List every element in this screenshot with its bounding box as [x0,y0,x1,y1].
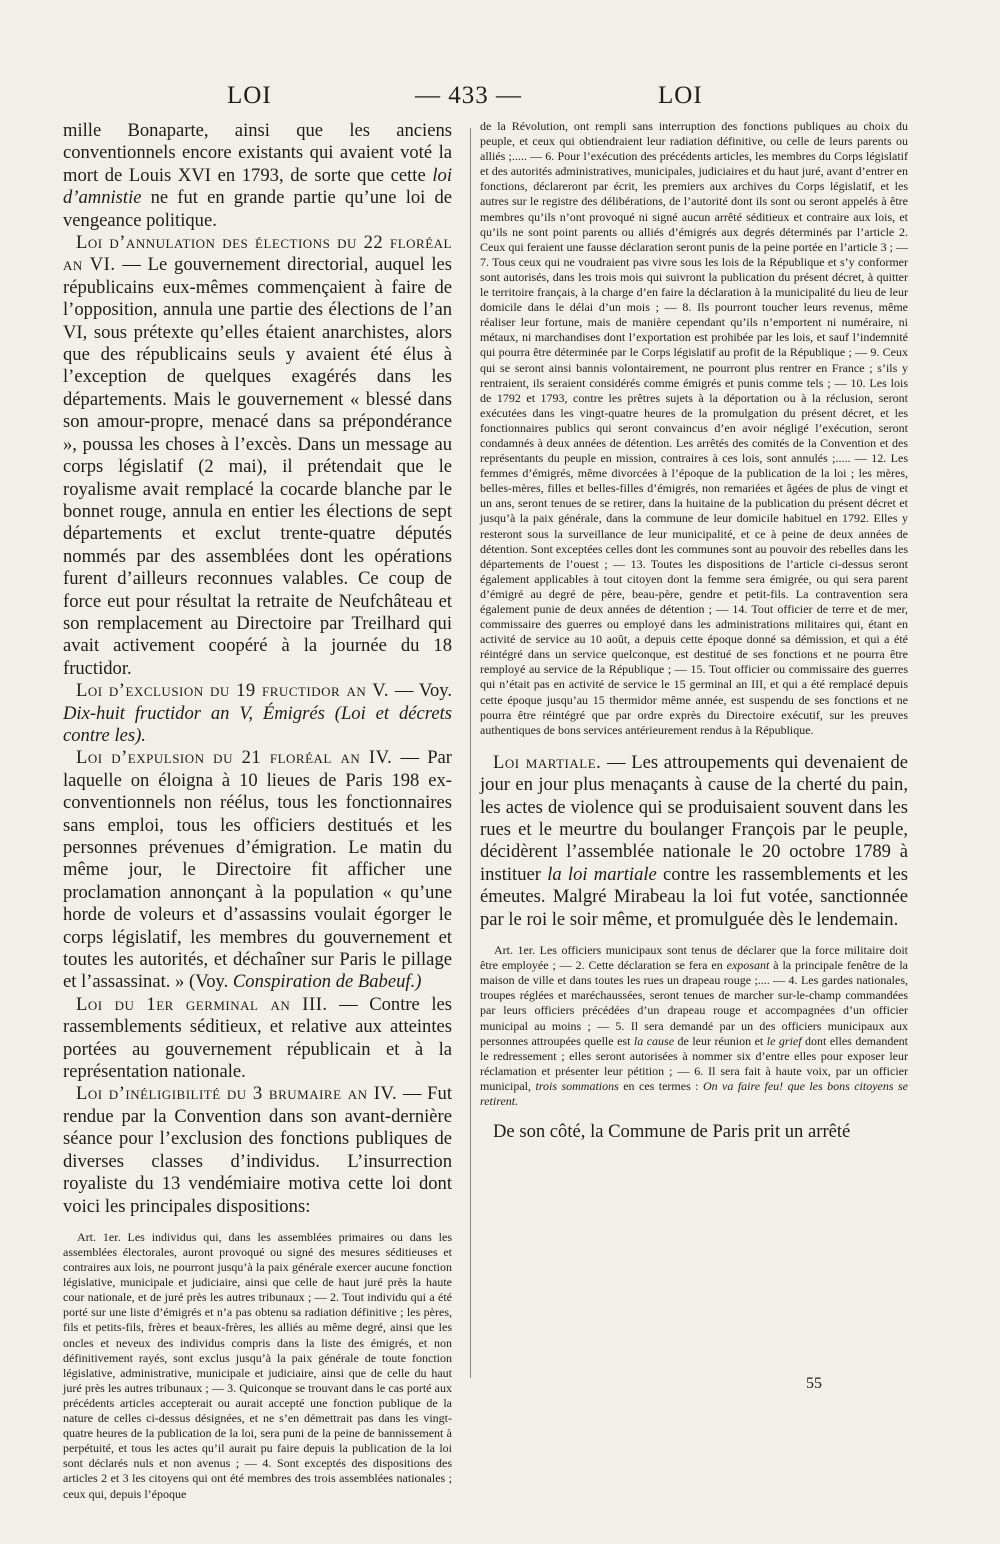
entry-heading: Loi d’inéligibilité du 3 brumaire an IV. [76,1083,398,1105]
text: à la principale fenêtre de la maison de ville et dans toutes les rues un drapeau rouge ;.... — 4. Les gardes nationales, troupes réglées et maréchaussées, seront tenues de marcher sur-le-champ commandées par leurs officiers précédées d’un drapeau rouge et accompagnées d’un officier municipal au moins ; — 5. Il sera demandé par un des officiers municipaux aux personnes attroupées quelle est [480,958,908,1048]
text: de leur réunion et [674,1033,767,1048]
text: Art. 1er. Les officiers municipaux sont tenus de déclarer que la force militaire doit être employée ; — 2. Cette déclaration se fera en [480,943,908,973]
text: — Par laquelle on éloigna à 10 lieues de Paris 198 ex-conventionnels non réélus, tous les fonctionnaires sans emploi, tous les officiers destitués et les personnes prévenues d’émigration. Le matin du même jour, le Directoire fit afficher une proclamation annonçant à la population « qu’une horde de voleurs et d’assassins voulait égorger le corps législatif, les membres du gouvernement et toutes les autorités, et déchaîner sur Paris le pillage et l’assassinat. » (Voy. [63,747,452,993]
paragraph-ineligibilite [63,1083,452,1217]
entry-heading: Loi martiale. [493,751,602,773]
text: contre les rassemblements et les émeutes. Malgré Mirabeau la loi fut votée, sanctionnée par le roi le soir même, et promulguée dès le lendemain. [480,863,908,930]
entry-heading: Loi d’exclusion du 19 fructidor an V. [76,680,389,702]
italic-text: la loi martiale [547,863,657,885]
text: ne fut en grande partie qu’une loi de vengeance politique. [63,187,452,231]
text: en ces termes : [618,1078,703,1093]
text: — Le gouvernement directorial, auquel les républicains eux-mêmes commençaient à faire de l’opposition, annula une partie des élections de l’an VI, sous prétexte qu’elles étaient anarchistes, alors que des républicains seuls y avaient été élus à l’exception de quelques exagérés dans les départements. Mais le gouvernement « blessé dans son amour-propre, menacé dans sa prépondérance », poussa les choses à l’excès. Dans un message au corps législatif (2 mai), il prétendait que le royalisme avait remplacé la cocarde blanche par le bonnet rouge, annula en entier les élections de sept départements et exclut trente-quatre députés nommés par des assemblées dont les opérations furent d’ailleurs reconnues valables. Ce coup de force eut pour résultat la retraite de Neufchâteau et son remplacement au Directoire par Treilhard qui avait activement coopéré à la journée du 18 fructidor. [63,254,452,679]
right-column [480,119,908,1144]
article-excerpt-martiale [480,943,908,1109]
article-continuation: de la Révolution, ont rempli sans interruption des fonctions publiques au choix du peuple, et ceux qui obtiendraient leur radiation définitive, ou celle de leurs parents ou alliés ;..... — 6. Pour l’exécution des précédents articles, les membres du Corps législatif et des autorités administratives, municipales, judiciaires et du haut juré, avant d’entrer en fonctions, déclareront par écrit, les premiers aux archives du Corps législatif, et les autres sur le registre des délibérations, de l’autorité dont ils sont ou seront appelés à être membres qu’ils n’ont provoqué ni signé aucun arrêté séditieux et contraire aux lois, et qu’ils ne sont point parents ou alliés d’émigrés aux degrés déterminés par l’article 2. Ceux qui feraient une fausse déclaration seront punis de la peine portée en l’article 3 ; — 7. Tous ceux qui ne voudraient pas vivre sous les lois de la République et s’y conformer sont autorisés, dans les trois mois qui suivront la publication du présent décret, à quitter le territoire français, à la charge d’en faire la déclaration à la municipalité du lieu de leur domicile dans le délai d’un mois ; — 8. Ils pourront toucher leurs revenus, même réaliser leur fortune, mais de manière cependant qu’ils n’emportent ni numéraire, ni métaux, ni marchandises dont l’exportation est prohibée par les lois, et sauf l’indemnité qui pourra être déterminée par le Corps législatif au profit de la République ; — 9. Ceux qui se seront ainsi bannis volontairement, ne pourront plus rentrer en France ; s’ils y rentraient, ils seraient considérés comme émigrés et punis comme tels ; — 10. Les lois de 1792 et 1793, contre les prêtres sujets à la déportation ou à la réclusion, seront exécutées dans les vingt-quatre heures de la promulgation du présent décret, et les fonctionnaires publics qui seront convaincus d’en avoir négligé l’exécution, seront condamnés à deux années de détention. Les arrêtés des comités de la Convention et des représentants du peuple en mission, contraires à ces lois, sont annulés ;..... — 12. Les femmes d’émigrés, même divorcées à l’époque de la publication de la loi ; les mères, belles-mères, filles et belles-filles d’émigrés, non remariées et âgées de plus de vingt et un ans, seront tenues de se retirer, dans la huitaine de la publication du présent décret et jusqu’à la paix générale, dans la commune de leur domicile habituel en 1792. Elles y resteront sous la surveillance de leur municipalité, et ce à peine de deux années de détention. Sont exceptées celles dont les communes sont au pouvoir des rebelles dans les départements de l’ouest ; — 13. Toutes les dispositions de l’article ci-dessus seront également applicables à tout citoyen dont la femme sera émigrée, ou qui sera parent d’émigré au degré de père, beau-père, gendre et petit-fils. La contravention sera également punie de deux années de détention ; — 14. Tout officier de terre et de mer, commissaire des guerres ou employé dans les administrations militaires qui, étant en activité de service au 10 août, a depuis cette époque donné sa démission, et qui a été réintégré dans un service quelconque, est destitué de ses fonctions et ne pourra être remployé au service de la République ; — 15. Tout officier ou commissaire des guerres qui n’était pas en activité de service le 15 germinal an III, et qui a été remplacé depuis cette époque jusqu’au 15 thermidor même année, est suspendu de ses fonctions et ne pourra être réintégré que par ordre exprès du Directoire exécutif, sur les preuves authentiques de bons services antérieurement rendus à la République. [480,119,908,737]
italic-text: le grief [766,1033,802,1048]
running-head-right: LOI [658,82,703,109]
running-head-left: LOI [227,82,272,109]
text: — Fut rendue par la Convention dans son avant-dernière séance pour l’exclusion des fonctions publiques de diverses classes d’individus. L’insurrection royaliste du 13 vendémiaire motiva cette loi dont voici les principales dispositions: [63,1083,452,1217]
italic-text: la cause [633,1033,675,1048]
italic-text: On va faire feu! que les bons citoyens se retirent. [480,1078,908,1109]
signature-mark: 55 [806,1375,822,1392]
italic-text: trois sommations [535,1078,619,1093]
text: — Contre les rassemblements séditieux, et relative aux atteintes portées au gouvernement républicain et à la représentation nationale. [63,993,453,1083]
page-number: — 433 — [415,82,522,109]
italic-text: exposant [726,958,770,973]
italic-text: loi d’amnistie [63,164,452,209]
paragraph-commune: De son côté, la Commune de Paris prit un arrêté [493,1121,851,1143]
paragraph-expulsion [63,747,452,993]
paragraph-exclusion [63,680,452,747]
column-divider [470,128,471,1378]
italic-text: Conspiration de Babeuf.) [232,971,422,993]
paragraph-loi-martiale [480,752,908,931]
text: — Les attroupements qui devenaient de jour en jour plus menaçants à cause de la cherté du pain, les actes de violence qui se produisaient souvent dans les rues et le meurtre du boulanger François par le peuple, décidèrent l’assemblée nationale le 20 octobre 1789 à instituer [480,751,909,885]
italic-text: Dix-huit fructidor an V, Émigrés (Loi et décrets contre les). [63,702,452,746]
left-column [63,120,452,1502]
entry-heading: Loi du 1er germinal an III. [76,993,328,1015]
article-excerpt: Art. 1er. Les individus qui, dans les assemblées primaires ou dans les assemblées électorales, auront provoqué ou signé des mesures séditieuses et contraires aux lois, ne pourront jusqu’à la paix générale exercer aucune fonction législative, municipale et judiciaire, ainsi que celle de haut juré près la haute cour nationale, et de juré près les autres tribunaux ; — 2. Tout individu qui a été porté sur une liste d’émigrés et n’a pas obtenu sa radiation définitive ; les pères, fils et petits-fils, frères et beaux-frères, les alliés au même degré, ainsi que les oncles et neveux des individus compris dans la liste des émigrés, et non définitivement rayés, sont exclus jusqu’à la paix générale de toute fonction législative, administrative, municipale et judiciaire, ainsi que de celle du haut juré près les autres tribunaux ; — 3. Quiconque se trouvant dans le cas porté aux précédents articles accepterait ou aurait accepté une fonction publique de la nature de celles ci-dessus désignées, et ne s’en démettrait pas dans les vingt-quatre heures de la publication de la loi, sera puni de la peine de bannissement à perpétuité, et tous les actes qu’il aurait pu faire depuis la publication de la loi sont déclarés nuls et non avenus ; — 4. Sont exceptés des dispositions des articles 2 et 3 les citoyens qui ont été membres des trois assemblées nationales ; ceux qui, depuis l’époque [63,1229,452,1501]
paragraph-germinal [63,994,452,1084]
entry-heading: Loi d’annulation des élections du 22 floréal an VI. [63,232,452,276]
text: dont elles demandent le redressement ; elles seront autorisées à nommer six d’entre elles pour exposer leur réclamation et présenter leur pétition ; — 6. Il sera fait à haute voix, par un officier municipal, [480,1033,908,1093]
entry-heading: Loi d’expulsion du 21 floréal an IV. [76,747,393,769]
paragraph-amnistie [63,120,452,232]
text: — Voy. [389,680,452,702]
text: mille Bonaparte, ainsi que les anciens conventionnels encore existants qui avaient voté la mort de Louis XVI en 1793, de sorte que cette [63,120,452,186]
paragraph-annulation [63,232,452,680]
